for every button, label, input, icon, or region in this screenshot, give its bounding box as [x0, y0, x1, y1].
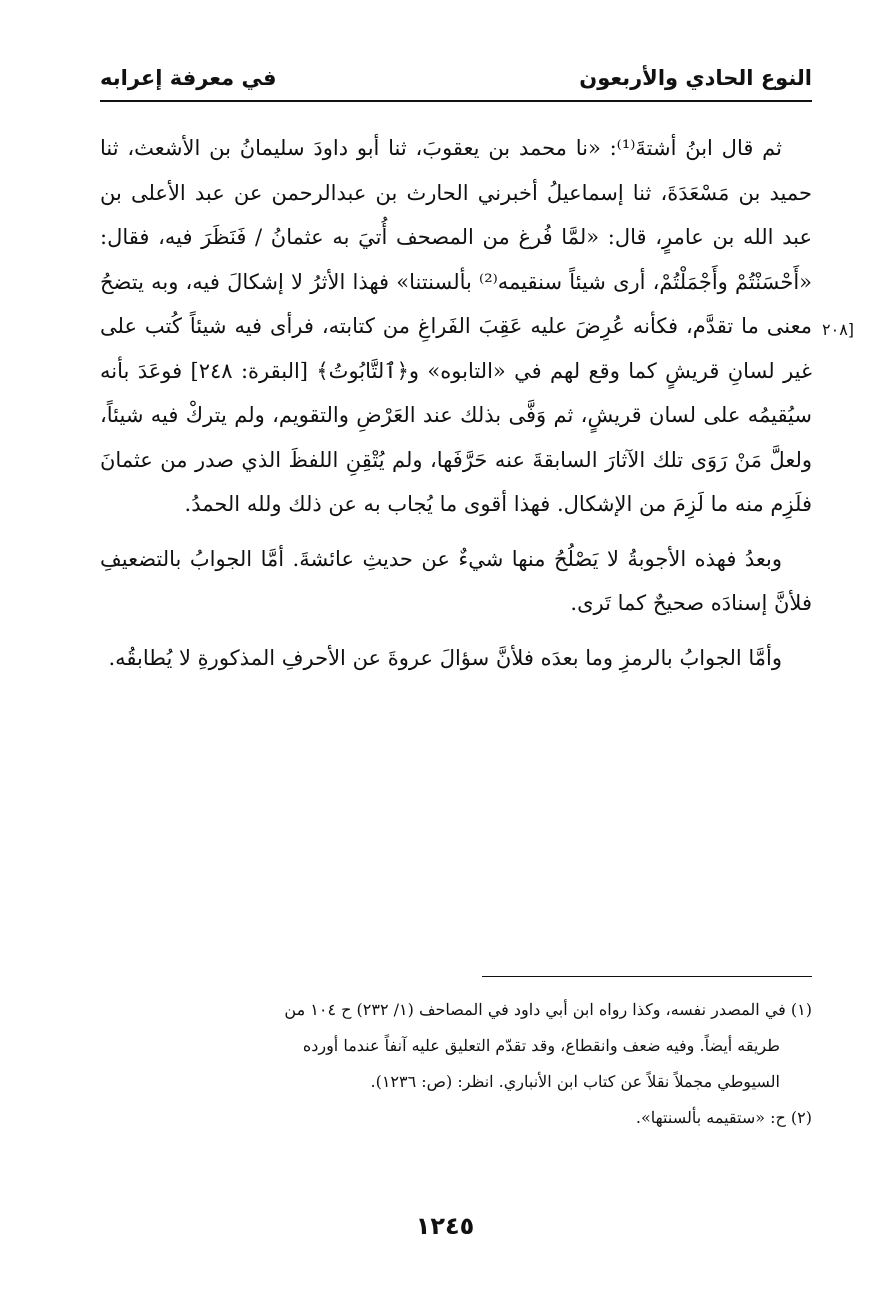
- footnote-1-line-2: طريقه أيضاً. وفيه ضعف وانقطاع، وقد تقدّم التعليق عليه آنفاً عندما أورده: [302, 1036, 780, 1055]
- paragraph-2: وبعدُ فهذه الأجوبةُ لا يَصْلُحُ منها شيءٌ عن حديثِ عائشةَ. أمَّا الجوابُ بالتضعيفِ فلأنَّ إسنادَه صحيحٌ كما تَرى.: [100, 546, 812, 615]
- header-rule: [100, 100, 812, 102]
- footnote-separator: [482, 976, 812, 977]
- footnote-1-line-1: (١) في المصدر نفسه، وكذا رواه ابن أبي داود في المصاحف (١/ ٢٣٢) ح ١٠٤ من: [284, 1000, 812, 1019]
- manuscript-folio-marker: [۲۰۸: [822, 320, 855, 339]
- paragraph-3: وأمَّا الجوابُ بالرمزِ وما بعدَه فلأنَّ سؤالَ عروةَ عن الأحرفِ المذكورةِ لا يُطابقُه.: [108, 645, 782, 670]
- footnote-2: (٢) ح: «ستقيمه بألسنتها».: [635, 1108, 812, 1127]
- footnotes: [100, 992, 812, 1136]
- main-text: [100, 126, 812, 690]
- chapter-title: النوع الحادي والأربعون: [579, 66, 812, 90]
- paragraph-1: ثم قال ابنُ أشتةَ⁽¹⁾: «نا محمد بن يعقوبَ، ثنا أبو داودَ سليمانُ بن الأشعث، ثنا حميد بن مَسْعَدَةَ، ثنا إسماعيلُ أخبرني الحارث بن عبدالرحمن عن عبد الأعلى بن عبد الله بن عامرٍ، قال: «لمَّا فُرغ من المصحف أُتيَ به عثمانُ / فَنَظَرَ فيه، فقال: «أَحْسَنْتُمْ وأَجْمَلْتُمْ، أرى شيئاً سنقيمه⁽²⁾ بألسنتنا» فهذا الأثرُ لا إشكالَ فيه، وبه يتضحُ معنى ما تقدَّم، فكأنه عُرِضَ عليه عَقِبَ الفَراغِ من كتابته، فرأى فيه شيئاً كُتب على غير لسانِ قريشٍ كما وقع لهم في «التابوه» و﴿ٱلتَّابُوتُ﴾ [البقرة: ٢٤٨] فوعَدَ بأنه سيُقيمُه على لسان قريشٍ، ثم وَفَّى بذلك عند العَرْضِ والتقويم، ولم يتركْ فيه شيئاً، ولعلَّ مَنْ رَوَى تلك الآثارَ السابقةَ عنه حَرَّفَها، ولم يُتْقِنِ اللفظَ الذي صدر من عثمانَ فلَزِم منه ما لَزِمَ من الإشكال. فهذا أقوى ما يُجاب به عن ذلك ولله الحمدُ.: [100, 136, 813, 516]
- page-header: [100, 62, 812, 102]
- page-number: ١٢٤٥: [415, 1212, 475, 1240]
- section-title: في معرفة إعرابه: [100, 66, 277, 90]
- footnote-1-line-3: السيوطي مجملاً نقلاً عن كتاب ابن الأنباري. انظر: (ص: ١٢٣٦).: [370, 1072, 780, 1091]
